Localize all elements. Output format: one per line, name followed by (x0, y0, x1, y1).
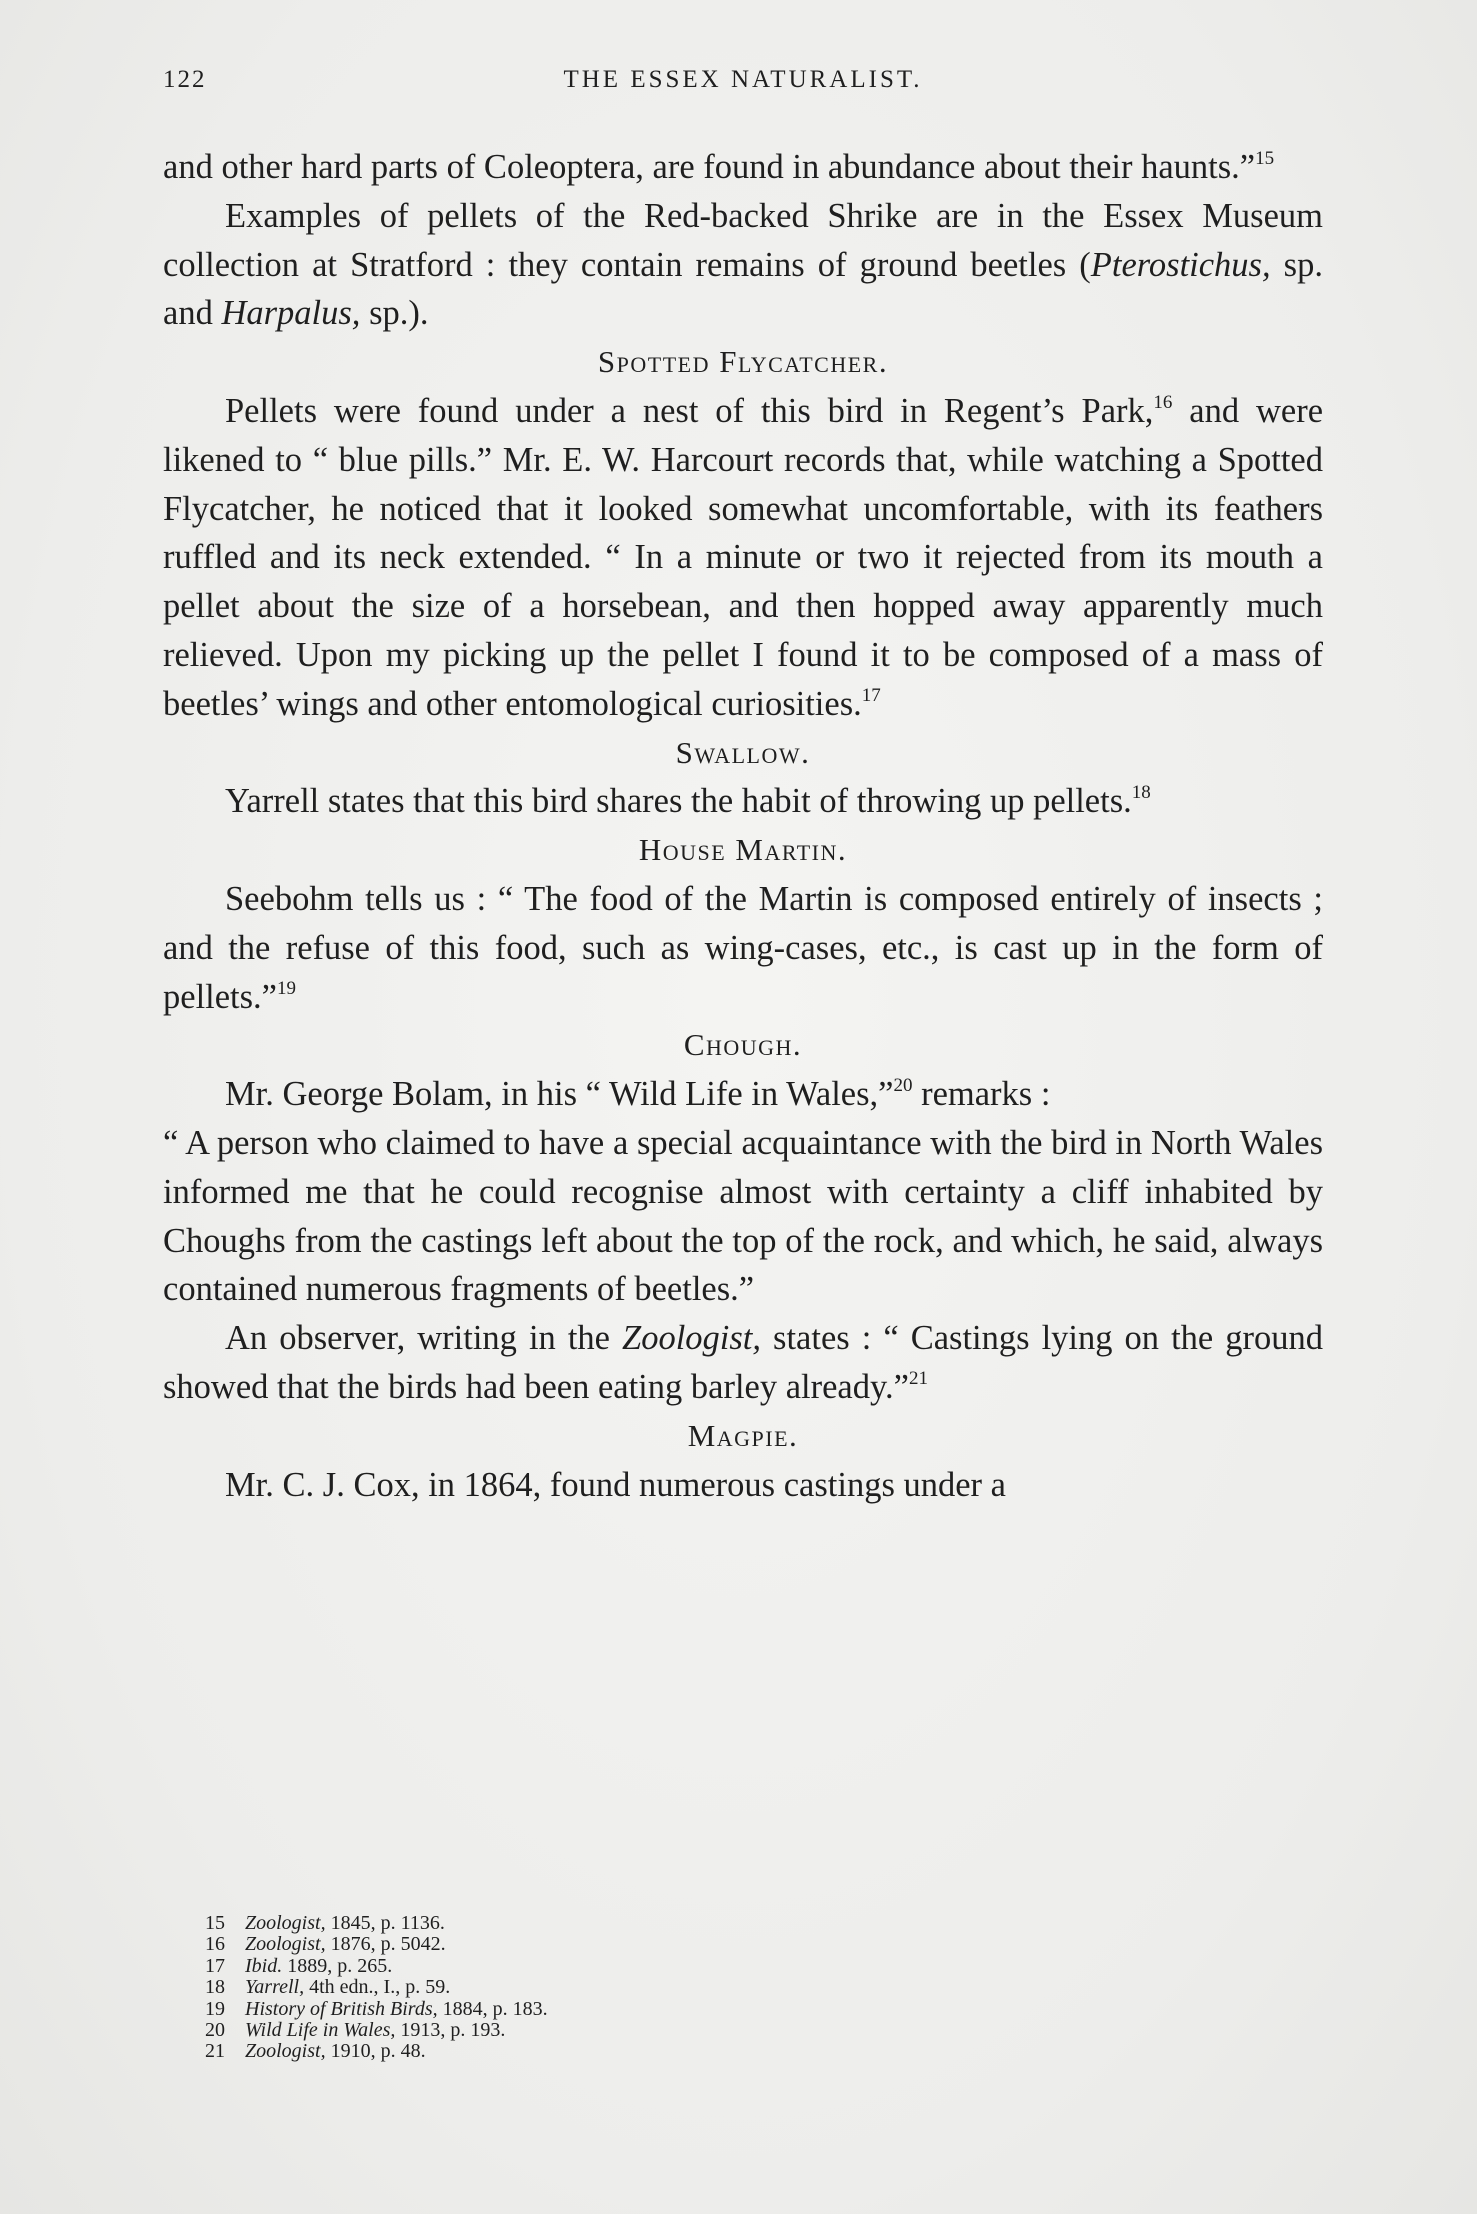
genus-name-harpalus: Harpalus, (221, 294, 361, 333)
footnote-source: Yarrell, (245, 1976, 305, 1999)
section-heading-spotted-flycatcher: Spotted Flycatcher. (597, 344, 889, 380)
paragraph-text: Examples of pellets of the Red-backed Shrike are in the Essex Museum collection at Stratford : they contain remains of ground beetles ( (163, 196, 1323, 284)
paragraph-text: Mr. George Bolam, in his “ Wild Life in Wales,” (225, 1075, 894, 1114)
footnote (205, 1999, 1105, 2020)
paragraph-text: states : “ Castings lying on the ground showed that the birds had been eating barley already.” (163, 1319, 1323, 1406)
footnote-reference: 19 (277, 977, 296, 999)
footnote-source: Ibid. (245, 1954, 283, 1977)
paragraph-red-backed-shrike (163, 192, 1323, 338)
body-text (163, 143, 1323, 1509)
footnote-detail: 1884, p. 183. (437, 1997, 548, 2020)
section-heading-house-martin: House Martin. (638, 832, 848, 868)
paragraph-text: An observer, writing in the (225, 1319, 623, 1358)
paragraph-text: and were likened to “ blue pills.” Mr. E. W. Harcourt records that, while watching a Spotted Flycatcher, he noticed that it looked somewhat uncomfortable, with its feathers ruffled and its neck extended. “ In a minute or two it rejected from its mouth a pellet about the size of a horsebean, and then hopped away apparently much relieved. Upon my picking up the pellet I found it to be composed of a mass of beetles’ wings and other entomological curiosities. (163, 391, 1324, 723)
section-heading-magpie: Magpie. (687, 1417, 799, 1453)
footnote-reference: 15 (1255, 147, 1275, 169)
footnote (205, 2020, 1105, 2041)
footnotes (205, 1913, 1105, 2063)
paragraph-house-martin (163, 875, 1323, 1021)
paragraph-continuation (163, 143, 1323, 192)
footnote-reference: 20 (893, 1074, 913, 1096)
footnote-source: Zoologist, (245, 1933, 326, 1956)
footnote-number: 17 (205, 1954, 225, 1977)
running-head (163, 66, 1323, 106)
footnote-source: History of British Birds, (245, 1997, 438, 2020)
paragraph-spotted-flycatcher (163, 387, 1323, 729)
footnote-number: 18 (205, 1976, 225, 1999)
footnote-source: Zoologist, (245, 2040, 326, 2063)
journal-title: THE ESSEX NATURALIST. (563, 66, 923, 93)
footnote-detail: 4th edn., I., p. 59. (304, 1976, 451, 1999)
page-number: 122 (163, 66, 207, 93)
paragraph-text: Pellets were found under a nest of this bird in Regent’s Park, (225, 391, 1154, 430)
paragraph-chough-zoologist (163, 1314, 1323, 1412)
footnote (205, 1977, 1105, 1998)
footnote-reference: 21 (908, 1367, 928, 1389)
paragraph-text: sp.). (360, 294, 429, 333)
paragraph-text: Yarrell states that this bird shares the habit of throwing up pellets. (225, 782, 1132, 821)
footnote-number: 20 (205, 2019, 225, 2042)
footnote-reference: 17 (861, 684, 881, 706)
footnote-reference: 18 (1131, 782, 1151, 804)
footnote-detail: 1910, p. 48. (325, 2040, 426, 2063)
footnote-reference: 16 (1153, 391, 1173, 413)
paragraph-magpie: Mr. C. J. Cox, in 1864, found numerous castings under a (225, 1465, 1006, 1504)
footnote-source: Zoologist, (245, 1912, 326, 1934)
footnote (205, 1934, 1105, 1955)
footnote-number: 21 (205, 2040, 225, 2063)
paragraph-text: Seebohm tells us : “ The food of the Martin is composed entirely of insects ; and the refuse of this food, such as wing-cases, etc., is cast up in the form of pellets.” (163, 879, 1323, 1016)
paragraph-text: and other hard parts of Coleoptera, are found in abundance about their haunts.” (163, 148, 1256, 186)
footnote-number: 16 (205, 1933, 225, 1956)
footnote-source: Wild Life in Wales, (245, 2019, 396, 2042)
footnote (205, 1956, 1105, 1977)
paragraph-swallow (163, 777, 1323, 826)
footnote-detail: 1913, p. 193. (395, 2019, 506, 2042)
genus-name-pterostichus: Pterostichus, (1090, 245, 1271, 284)
footnote-detail: 1876, p. 5042. (325, 1933, 446, 1956)
footnote-number: 15 (205, 1912, 225, 1934)
paragraph-text: sp. and (163, 245, 1323, 333)
section-heading-swallow: Swallow. (675, 734, 811, 770)
paragraph-text: remarks : (912, 1075, 1051, 1114)
footnote-detail: 1845, p. 1136. (325, 1912, 445, 1934)
footnote-detail: 1889, p. 265. (282, 1954, 393, 1977)
footnote-number: 19 (205, 1997, 225, 2020)
section-heading-chough: Chough. (683, 1027, 803, 1063)
footnote (205, 1913, 1105, 1934)
journal-name-zoologist: Zoologist, (622, 1319, 762, 1358)
footnote (205, 2041, 1105, 2062)
paragraph-chough-intro (163, 1070, 1323, 1119)
paragraph-chough-quote: “ A person who claimed to have a special acquaintance with the bird in North Wales informed me that he could recognise almost with certainty a cliff inhabited by Choughs from the castings left about the top of the rock, and which, he said, always contained numerous fragments of beetles.” (163, 1123, 1323, 1309)
